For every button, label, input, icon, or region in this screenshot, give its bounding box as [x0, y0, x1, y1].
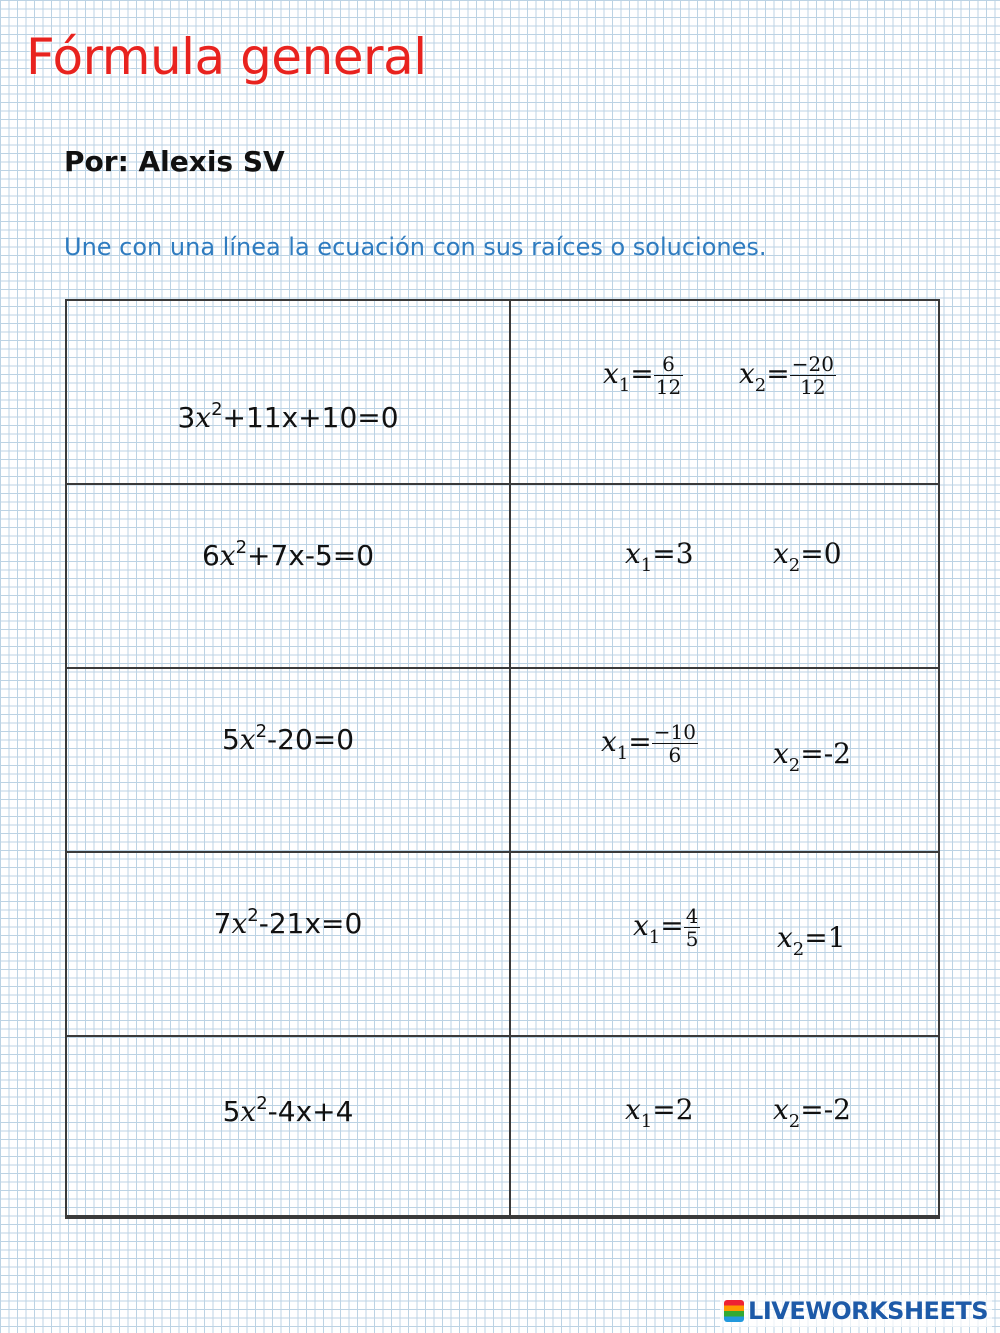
- matching-table: [65, 299, 940, 1219]
- equation-cell[interactable]: $3x^2+11x+10=0$: [177, 399, 399, 434]
- equation-cell[interactable]: $5x^2-4x+4$: [222, 1093, 354, 1128]
- root-x2: $x_2=-2$: [773, 1093, 851, 1132]
- equation-cell[interactable]: $7x^2-21x=0$: [213, 905, 363, 940]
- root-x2: $x_2=0$: [773, 537, 842, 576]
- table-row: [67, 485, 938, 669]
- fraction: $\frac{4}{5}$: [685, 904, 699, 951]
- table-row: [67, 853, 938, 1037]
- root-x2: $x_2=-2$: [773, 737, 851, 776]
- instruction-text: Une con una línea la ecuación con sus raíces o soluciones.: [64, 233, 767, 261]
- root-x1: $x_1=$ $\frac{6}{12}$: [603, 352, 682, 399]
- fraction: $\frac{-20}{12}$: [791, 352, 834, 399]
- root-x2: $x_2=$ $\frac{-20}{12}$: [739, 352, 834, 399]
- root-x2: $x_2=1$: [777, 921, 846, 960]
- root-x1: $x_1=3$: [625, 537, 694, 576]
- liveworksheets-logo[interactable]: LIVEWORKSHEETS: [720, 1295, 992, 1327]
- table-row: [67, 301, 938, 485]
- equation-cell[interactable]: $6x^2+7x-5=0$: [201, 537, 375, 572]
- author-line: Por: Alexis SV: [64, 145, 285, 178]
- page-title: Fórmula general: [26, 28, 427, 86]
- table-row: [67, 669, 938, 853]
- equation-cell[interactable]: $5x^2-20=0$: [221, 721, 355, 756]
- root-x1: $x_1=$ $\frac{-10}{6}$: [601, 720, 696, 767]
- fraction: $\frac{-10}{6}$: [653, 720, 696, 767]
- fraction: $\frac{6}{12}$: [655, 352, 682, 399]
- table-row: [67, 1037, 938, 1217]
- liveworksheets-icon: [724, 1300, 744, 1322]
- root-x1: $x_1=2$: [625, 1093, 694, 1132]
- column-divider: [509, 301, 511, 1217]
- root-x1: $x_1=$ $\frac{4}{5}$: [633, 904, 699, 951]
